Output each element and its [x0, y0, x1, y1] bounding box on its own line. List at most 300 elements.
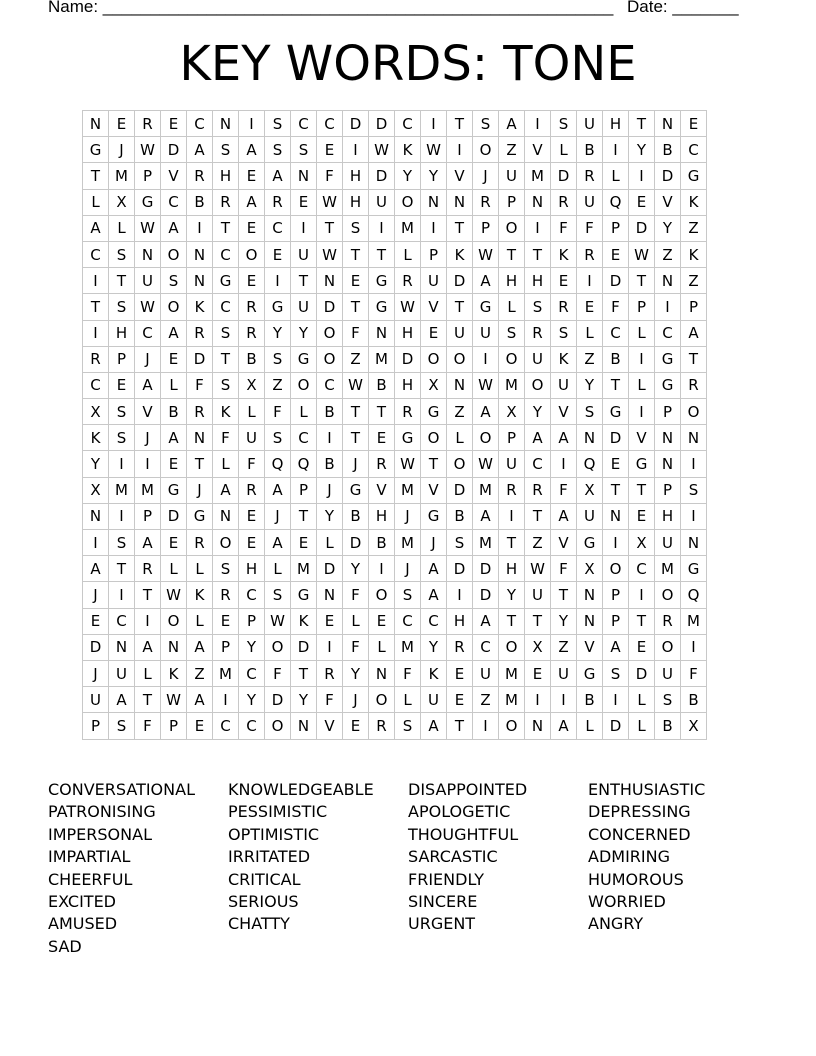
grid-cell: E	[161, 451, 187, 477]
grid-cell: R	[239, 294, 265, 320]
grid-cell: N	[447, 189, 473, 215]
grid-cell: E	[551, 268, 577, 294]
grid-cell: G	[213, 268, 239, 294]
grid-cell: B	[577, 687, 603, 713]
grid-cell: E	[577, 294, 603, 320]
grid-row	[83, 268, 707, 294]
grid-cell: N	[525, 189, 551, 215]
grid-cell: Q	[603, 189, 629, 215]
grid-cell: I	[681, 503, 707, 529]
grid-cell: X	[83, 399, 109, 425]
grid-cell: R	[317, 660, 343, 686]
grid-cell: E	[239, 268, 265, 294]
grid-cell: V	[369, 477, 395, 503]
grid-cell: A	[135, 634, 161, 660]
grid-cell: U	[473, 320, 499, 346]
grid-cell: Y	[421, 634, 447, 660]
grid-cell: E	[447, 687, 473, 713]
grid-cell: P	[421, 241, 447, 267]
grid-cell: M	[473, 477, 499, 503]
grid-cell: Q	[577, 451, 603, 477]
grid-cell: T	[135, 582, 161, 608]
grid-cell: H	[109, 320, 135, 346]
grid-cell: N	[369, 320, 395, 346]
grid-row	[83, 372, 707, 398]
word-list-item: CRITICAL	[228, 869, 301, 889]
grid-cell: B	[681, 687, 707, 713]
grid-cell: F	[265, 399, 291, 425]
grid-cell: E	[317, 137, 343, 163]
grid-cell: I	[369, 556, 395, 582]
grid-cell: A	[83, 556, 109, 582]
grid-cell: I	[655, 294, 681, 320]
grid-cell: I	[681, 451, 707, 477]
grid-cell: B	[447, 503, 473, 529]
grid-cell: V	[421, 477, 447, 503]
grid-cell: S	[265, 582, 291, 608]
grid-cell: T	[83, 163, 109, 189]
grid-cell: D	[447, 477, 473, 503]
grid-cell: M	[395, 477, 421, 503]
grid-cell: M	[499, 660, 525, 686]
word-list-item: FRIENDLY	[408, 869, 484, 889]
grid-cell: G	[369, 268, 395, 294]
grid-cell: T	[83, 294, 109, 320]
grid-cell: U	[135, 268, 161, 294]
grid-cell: O	[473, 137, 499, 163]
grid-cell: F	[239, 451, 265, 477]
grid-cell: H	[499, 268, 525, 294]
grid-cell: R	[551, 189, 577, 215]
grid-cell: S	[525, 294, 551, 320]
grid-cell: T	[629, 477, 655, 503]
grid-cell: G	[421, 399, 447, 425]
grid-cell: A	[551, 713, 577, 739]
grid-cell: T	[343, 241, 369, 267]
grid-cell: A	[161, 215, 187, 241]
grid-cell: Z	[473, 687, 499, 713]
grid-cell: N	[655, 425, 681, 451]
grid-cell: A	[473, 268, 499, 294]
grid-cell: G	[655, 372, 681, 398]
grid-cell: T	[291, 503, 317, 529]
grid-cell: M	[499, 687, 525, 713]
grid-cell: A	[421, 582, 447, 608]
grid-cell: U	[525, 346, 551, 372]
grid-cell: I	[525, 111, 551, 137]
grid-cell: S	[447, 530, 473, 556]
page-title: KEY WORDS: TONE	[179, 36, 637, 92]
grid-cell: O	[395, 189, 421, 215]
grid-cell: W	[317, 241, 343, 267]
grid-cell: T	[499, 530, 525, 556]
grid-cell: U	[421, 268, 447, 294]
grid-cell: I	[473, 713, 499, 739]
grid-cell: G	[421, 503, 447, 529]
grid-cell: L	[629, 687, 655, 713]
grid-cell: A	[265, 530, 291, 556]
grid-cell: K	[213, 399, 239, 425]
grid-cell: O	[317, 346, 343, 372]
grid-cell: N	[213, 111, 239, 137]
grid-cell: P	[655, 477, 681, 503]
grid-cell: W	[317, 189, 343, 215]
grid-row	[83, 477, 707, 503]
grid-cell: A	[551, 503, 577, 529]
grid-cell: S	[109, 425, 135, 451]
grid-cell: R	[187, 163, 213, 189]
word-list-item: SINCERE	[408, 892, 478, 912]
grid-cell: Z	[187, 660, 213, 686]
grid-cell: Y	[343, 660, 369, 686]
grid-cell: I	[603, 530, 629, 556]
grid-cell: W	[473, 372, 499, 398]
grid-cell: I	[135, 451, 161, 477]
grid-cell: E	[603, 241, 629, 267]
grid-cell: U	[291, 241, 317, 267]
grid-cell: F	[135, 713, 161, 739]
grid-cell: B	[317, 451, 343, 477]
grid-cell: O	[525, 372, 551, 398]
grid-cell: P	[499, 425, 525, 451]
grid-cell: S	[265, 346, 291, 372]
grid-cell: Q	[265, 451, 291, 477]
grid-cell: D	[655, 163, 681, 189]
grid-cell: Y	[291, 687, 317, 713]
grid-cell: E	[83, 608, 109, 634]
grid-cell: U	[291, 294, 317, 320]
date-field-label: Date: _______	[627, 0, 739, 16]
grid-cell: G	[161, 477, 187, 503]
grid-cell: K	[551, 241, 577, 267]
grid-cell: E	[239, 163, 265, 189]
grid-cell: N	[161, 634, 187, 660]
grid-cell: D	[447, 268, 473, 294]
grid-cell: O	[291, 372, 317, 398]
grid-cell: Z	[499, 137, 525, 163]
grid-cell: D	[187, 346, 213, 372]
grid-cell: N	[577, 582, 603, 608]
grid-cell: E	[239, 215, 265, 241]
grid-cell: I	[83, 320, 109, 346]
grid-cell: K	[161, 660, 187, 686]
grid-cell: V	[447, 163, 473, 189]
grid-cell: E	[239, 503, 265, 529]
grid-cell: F	[343, 582, 369, 608]
word-list-item: PESSIMISTIC	[228, 802, 328, 822]
grid-cell: S	[265, 137, 291, 163]
grid-cell: C	[291, 111, 317, 137]
grid-cell: T	[603, 372, 629, 398]
grid-cell: H	[239, 556, 265, 582]
grid-cell: L	[629, 713, 655, 739]
grid-cell: J	[317, 477, 343, 503]
grid-cell: O	[603, 556, 629, 582]
grid-cell: I	[551, 687, 577, 713]
grid-cell: A	[161, 320, 187, 346]
grid-cell: I	[109, 451, 135, 477]
grid-cell: A	[473, 399, 499, 425]
grid-cell: O	[447, 451, 473, 477]
grid-row	[83, 503, 707, 529]
grid-cell: L	[577, 320, 603, 346]
grid-cell: S	[109, 399, 135, 425]
grid-cell: N	[187, 241, 213, 267]
grid-cell: I	[187, 215, 213, 241]
grid-cell: Y	[265, 320, 291, 346]
word-list-item: THOUGHTFUL	[408, 824, 519, 844]
grid-cell: C	[161, 189, 187, 215]
grid-cell: D	[291, 634, 317, 660]
grid-cell: H	[343, 163, 369, 189]
grid-cell: P	[603, 608, 629, 634]
grid-cell: Y	[239, 634, 265, 660]
grid-cell: D	[343, 530, 369, 556]
grid-cell: Y	[317, 503, 343, 529]
grid-cell: T	[291, 660, 317, 686]
word-list-item: PATRONISING	[48, 802, 156, 822]
grid-cell: L	[629, 320, 655, 346]
grid-cell: A	[421, 713, 447, 739]
grid-cell: U	[577, 189, 603, 215]
grid-cell: W	[135, 294, 161, 320]
grid-cell: G	[369, 294, 395, 320]
grid-cell: A	[239, 189, 265, 215]
grid-cell: W	[473, 451, 499, 477]
grid-cell: D	[603, 425, 629, 451]
name-field-label: Name: ______________________________________________________	[48, 0, 614, 16]
word-list-item: IMPARTIAL	[48, 847, 131, 867]
grid-cell: F	[551, 556, 577, 582]
word-list-item: KNOWLEDGEABLE	[228, 780, 374, 799]
grid-cell: I	[603, 137, 629, 163]
grid-cell: T	[213, 346, 239, 372]
grid-cell: I	[291, 215, 317, 241]
grid-cell: L	[213, 451, 239, 477]
grid-cell: G	[395, 425, 421, 451]
grid-cell: F	[265, 660, 291, 686]
grid-cell: X	[499, 399, 525, 425]
grid-cell: F	[577, 215, 603, 241]
grid-cell: N	[369, 660, 395, 686]
grid-cell: U	[525, 582, 551, 608]
grid-cell: B	[603, 346, 629, 372]
word-list-column	[48, 779, 228, 958]
grid-cell: H	[525, 268, 551, 294]
grid-cell: I	[343, 137, 369, 163]
grid-cell: L	[317, 530, 343, 556]
grid-cell: R	[577, 163, 603, 189]
grid-cell: Y	[525, 399, 551, 425]
word-list-item: CHEERFUL	[48, 869, 133, 889]
grid-cell: C	[655, 320, 681, 346]
grid-cell: X	[109, 189, 135, 215]
grid-cell: H	[603, 111, 629, 137]
grid-cell: T	[525, 503, 551, 529]
grid-cell: I	[265, 268, 291, 294]
grid-cell: A	[161, 425, 187, 451]
grid-cell: Y	[655, 215, 681, 241]
grid-cell: G	[83, 137, 109, 163]
grid-cell: T	[109, 556, 135, 582]
grid-cell: T	[317, 215, 343, 241]
grid-cell: N	[135, 241, 161, 267]
grid-cell: S	[161, 268, 187, 294]
grid-cell: K	[421, 660, 447, 686]
grid-cell: N	[317, 268, 343, 294]
grid-row	[83, 189, 707, 215]
grid-cell: C	[187, 111, 213, 137]
grid-cell: F	[551, 477, 577, 503]
grid-cell: C	[629, 556, 655, 582]
grid-cell: G	[291, 582, 317, 608]
grid-cell: M	[525, 163, 551, 189]
grid-cell: R	[577, 241, 603, 267]
grid-cell: B	[317, 399, 343, 425]
grid-cell: N	[317, 582, 343, 608]
grid-cell: N	[577, 608, 603, 634]
grid-cell: R	[395, 268, 421, 294]
grid-cell: E	[629, 634, 655, 660]
grid-cell: U	[239, 425, 265, 451]
grid-cell: W	[369, 137, 395, 163]
grid-cell: B	[161, 399, 187, 425]
grid-cell: S	[395, 713, 421, 739]
grid-cell: Z	[681, 215, 707, 241]
grid-cell: O	[473, 425, 499, 451]
word-list-item: SARCASTIC	[408, 847, 498, 867]
grid-cell: R	[473, 189, 499, 215]
grid-cell: E	[369, 425, 395, 451]
grid-cell: F	[395, 660, 421, 686]
grid-cell: A	[83, 215, 109, 241]
grid-cell: A	[187, 634, 213, 660]
grid-cell: D	[395, 346, 421, 372]
grid-cell: C	[109, 608, 135, 634]
grid-cell: E	[239, 530, 265, 556]
grid-cell: I	[447, 137, 473, 163]
grid-cell: E	[447, 660, 473, 686]
grid-cell: W	[629, 241, 655, 267]
grid-cell: Y	[499, 582, 525, 608]
grid-row	[83, 294, 707, 320]
grid-cell: H	[343, 189, 369, 215]
grid-cell: X	[421, 372, 447, 398]
grid-cell: K	[187, 582, 213, 608]
grid-cell: L	[135, 660, 161, 686]
grid-cell: Y	[551, 608, 577, 634]
word-list-item: URGENT	[408, 914, 476, 934]
grid-row	[83, 713, 707, 739]
grid-cell: A	[187, 687, 213, 713]
grid-cell: W	[135, 215, 161, 241]
grid-cell: T	[343, 294, 369, 320]
grid-cell: T	[551, 582, 577, 608]
word-list-item: APOLOGETIC	[408, 802, 511, 822]
grid-cell: R	[213, 582, 239, 608]
grid-cell: K	[681, 241, 707, 267]
grid-cell: A	[265, 163, 291, 189]
grid-cell: T	[447, 294, 473, 320]
grid-cell: R	[525, 320, 551, 346]
grid-cell: Z	[447, 399, 473, 425]
grid-cell: S	[681, 477, 707, 503]
grid-cell: N	[603, 503, 629, 529]
grid-cell: B	[577, 137, 603, 163]
grid-cell: M	[369, 346, 395, 372]
grid-cell: J	[135, 346, 161, 372]
grid-cell: M	[395, 530, 421, 556]
grid-cell: C	[265, 215, 291, 241]
grid-cell: T	[213, 215, 239, 241]
grid-cell: E	[291, 189, 317, 215]
grid-cell: Q	[291, 451, 317, 477]
grid-cell: L	[395, 241, 421, 267]
grid-cell: W	[135, 137, 161, 163]
grid-cell: K	[187, 294, 213, 320]
grid-cell: T	[681, 346, 707, 372]
grid-cell: D	[447, 556, 473, 582]
grid-cell: I	[473, 346, 499, 372]
grid-row	[83, 215, 707, 241]
grid-cell: Z	[655, 241, 681, 267]
grid-row	[83, 634, 707, 660]
grid-cell: E	[603, 451, 629, 477]
grid-cell: I	[369, 215, 395, 241]
grid-cell: M	[135, 477, 161, 503]
grid-cell: N	[681, 530, 707, 556]
word-list-item: SERIOUS	[228, 892, 299, 912]
grid-cell: E	[109, 111, 135, 137]
grid-cell: U	[473, 660, 499, 686]
grid-cell: M	[109, 477, 135, 503]
grid-cell: Z	[525, 530, 551, 556]
grid-cell: B	[343, 503, 369, 529]
grid-cell: A	[213, 477, 239, 503]
grid-cell: H	[447, 608, 473, 634]
grid-cell: D	[161, 137, 187, 163]
grid-cell: Q	[681, 582, 707, 608]
grid-cell: S	[109, 241, 135, 267]
grid-cell: Y	[239, 687, 265, 713]
grid-cell: E	[161, 346, 187, 372]
grid-cell: B	[239, 346, 265, 372]
grid-cell: A	[525, 425, 551, 451]
grid-cell: O	[681, 399, 707, 425]
grid-cell: N	[577, 425, 603, 451]
grid-cell: H	[369, 503, 395, 529]
grid-cell: O	[499, 634, 525, 660]
grid-cell: M	[291, 556, 317, 582]
grid-cell: L	[577, 713, 603, 739]
grid-cell: I	[83, 530, 109, 556]
grid-row	[83, 582, 707, 608]
grid-cell: A	[239, 137, 265, 163]
grid-cell: A	[473, 608, 499, 634]
grid-cell: N	[655, 451, 681, 477]
grid-cell: K	[447, 241, 473, 267]
grid-cell: V	[577, 634, 603, 660]
grid-cell: O	[161, 241, 187, 267]
grid-cell: X	[577, 477, 603, 503]
grid-cell: R	[83, 346, 109, 372]
grid-cell: M	[499, 372, 525, 398]
grid-cell: P	[603, 582, 629, 608]
grid-cell: T	[525, 608, 551, 634]
grid-cell: L	[551, 137, 577, 163]
grid-row	[83, 111, 707, 137]
grid-cell: J	[265, 503, 291, 529]
